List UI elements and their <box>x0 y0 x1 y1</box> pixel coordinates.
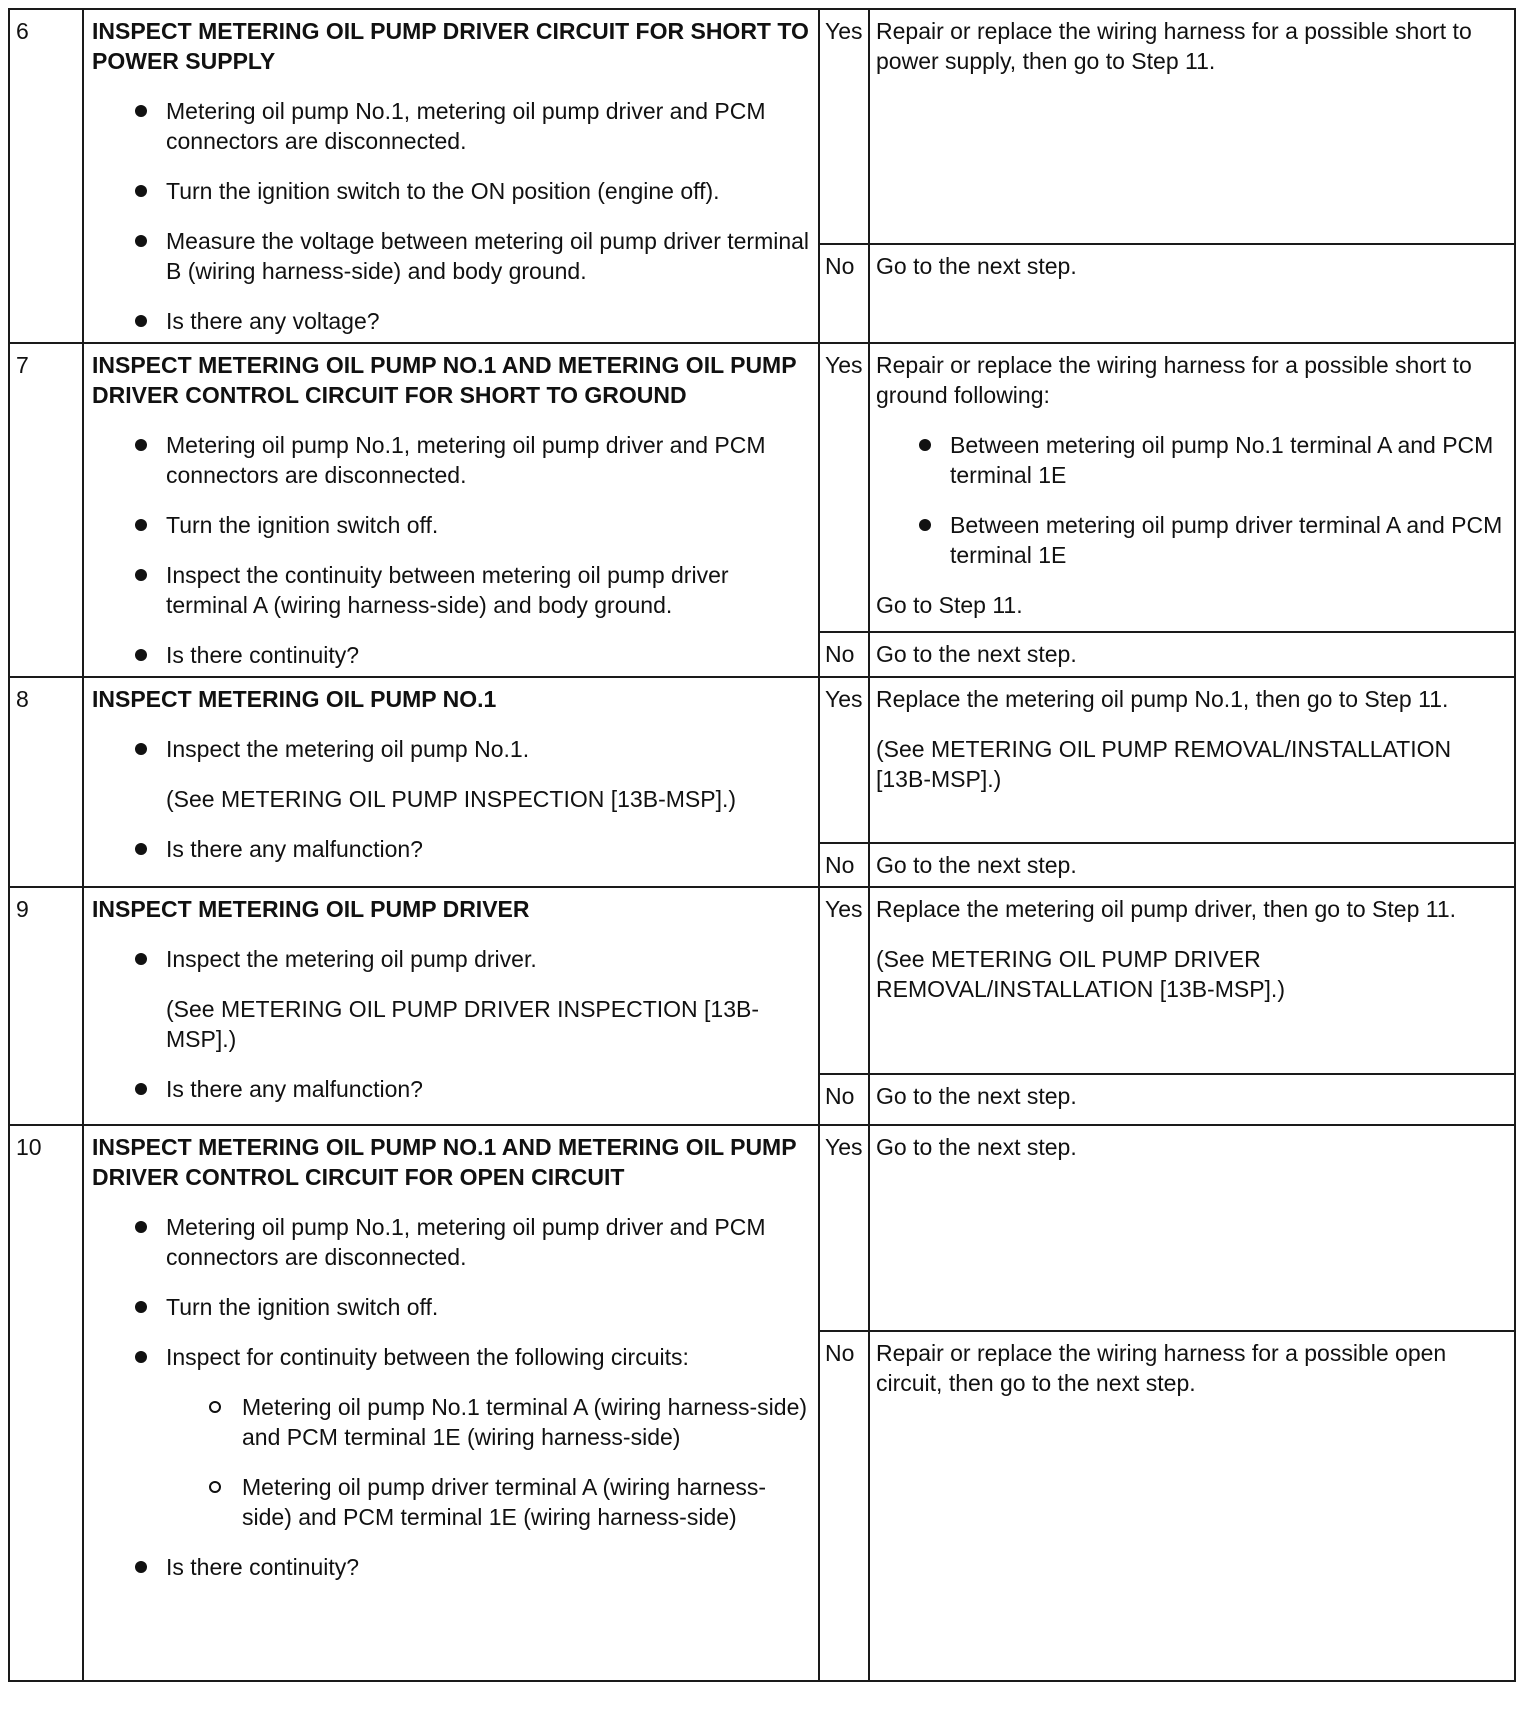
step-item: Is there any malfunction? <box>92 1074 810 1104</box>
yes-action-after: (See METERING OIL PUMP REMOVAL/INSTALLATION [13B-MSP].) <box>876 736 1452 792</box>
step-item: Is there continuity? <box>92 640 810 670</box>
step-item: Is there continuity? <box>92 1552 810 1582</box>
no-action: Go to the next step. <box>869 244 1515 343</box>
step-items <box>92 430 810 670</box>
no-label: No <box>819 244 869 343</box>
step-body <box>83 677 819 887</box>
step-item: Turn the ignition switch off. <box>92 1292 810 1322</box>
step-row-8 <box>9 677 1515 843</box>
yes-action-text: Repair or replace the wiring harness for a possible short to power supply, then go to Step 11. <box>876 18 1472 74</box>
yes-label: Yes <box>819 887 869 1074</box>
step-items <box>92 944 810 1104</box>
step-title: INSPECT METERING OIL PUMP DRIVER <box>92 896 530 922</box>
step-sub-item: Metering oil pump driver terminal A (wiring harness-side) and PCM terminal 1E (wiring harness-side) <box>166 1472 810 1532</box>
yes-label: Yes <box>819 343 869 632</box>
step-title: INSPECT METERING OIL PUMP DRIVER CIRCUIT FOR SHORT TO POWER SUPPLY <box>92 18 809 74</box>
troubleshooting-table <box>8 8 1516 1682</box>
yes-action-bullet: Between metering oil pump driver terminal A and PCM terminal 1E <box>876 510 1504 570</box>
yes-action-text: Replace the metering oil pump No.1, then go to Step 11. <box>876 686 1449 712</box>
step-title: INSPECT METERING OIL PUMP NO.1 AND METERING OIL PUMP DRIVER CONTROL CIRCUIT FOR SHORT TO GROUND <box>92 352 797 408</box>
step-row-6 <box>9 9 1515 244</box>
yes-action-text: Repair or replace the wiring harness for a possible short to ground following: <box>876 352 1472 408</box>
step-sub-item: Metering oil pump No.1 terminal A (wiring harness-side) and PCM terminal 1E (wiring harness-side) <box>166 1392 810 1452</box>
step-row-10 <box>9 1125 1515 1331</box>
step-item-note: (See METERING OIL PUMP DRIVER INSPECTION [13B-MSP].) <box>166 996 760 1052</box>
step-number: 9 <box>9 887 83 1125</box>
yes-action-text: Replace the metering oil pump driver, then go to Step 11. <box>876 896 1457 922</box>
step-item: Is there any voltage? <box>92 306 810 336</box>
step-body <box>83 1125 819 1681</box>
yes-action <box>869 677 1515 843</box>
step-row-7 <box>9 343 1515 632</box>
no-label: No <box>819 632 869 677</box>
step-item: Turn the ignition switch to the ON position (engine off). <box>92 176 810 206</box>
step-title: INSPECT METERING OIL PUMP NO.1 AND METERING OIL PUMP DRIVER CONTROL CIRCUIT FOR OPEN CIRCUIT <box>92 1134 797 1190</box>
step-body <box>83 887 819 1125</box>
yes-label: Yes <box>819 1125 869 1331</box>
step-item: Inspect the continuity between metering oil pump driver terminal A (wiring harness-side) and body ground. <box>92 560 810 620</box>
no-label: No <box>819 1074 869 1125</box>
yes-action-after: (See METERING OIL PUMP DRIVER REMOVAL/INSTALLATION [13B-MSP].) <box>876 946 1285 1002</box>
step-item-note: (See METERING OIL PUMP INSPECTION [13B-MSP].) <box>166 786 737 812</box>
step-sub-items <box>166 1392 810 1532</box>
no-label: No <box>819 1331 869 1681</box>
step-number: 6 <box>9 9 83 343</box>
step-body <box>83 9 819 343</box>
yes-action-bullets <box>876 430 1504 570</box>
yes-label: Yes <box>819 9 869 244</box>
yes-label: Yes <box>819 677 869 843</box>
no-action: Go to the next step. <box>869 1074 1515 1125</box>
step-items <box>92 734 810 864</box>
step-item-text: Inspect for continuity between the following circuits: <box>166 1344 689 1370</box>
step-items <box>92 1212 810 1582</box>
yes-action <box>869 343 1515 632</box>
step-item: Is there any malfunction? <box>92 834 810 864</box>
step-item <box>92 944 810 1054</box>
step-item <box>92 1342 810 1532</box>
yes-action <box>869 9 1515 244</box>
step-item-text: Inspect the metering oil pump No.1. <box>166 736 530 762</box>
no-action: Repair or replace the wiring harness for a possible open circuit, then go to the next step. <box>869 1331 1515 1681</box>
step-item: Metering oil pump No.1, metering oil pump driver and PCM connectors are disconnected. <box>92 1212 810 1272</box>
step-number: 7 <box>9 343 83 677</box>
step-title: INSPECT METERING OIL PUMP NO.1 <box>92 686 497 712</box>
step-items <box>92 96 810 336</box>
step-item: Metering oil pump No.1, metering oil pump driver and PCM connectors are disconnected. <box>92 430 810 490</box>
yes-action-after: Go to Step 11. <box>876 592 1023 618</box>
step-row-9 <box>9 887 1515 1074</box>
no-action: Go to the next step. <box>869 632 1515 677</box>
step-item: Turn the ignition switch off. <box>92 510 810 540</box>
step-item: Measure the voltage between metering oil pump driver terminal B (wiring harness-side) and body ground. <box>92 226 810 286</box>
step-number: 10 <box>9 1125 83 1681</box>
no-label: No <box>819 843 869 887</box>
no-action: Go to the next step. <box>869 843 1515 887</box>
yes-action-bullet: Between metering oil pump No.1 terminal A and PCM terminal 1E <box>876 430 1504 490</box>
yes-action: Go to the next step. <box>869 1125 1515 1331</box>
yes-action <box>869 887 1515 1074</box>
step-number: 8 <box>9 677 83 887</box>
step-item: Metering oil pump No.1, metering oil pump driver and PCM connectors are disconnected. <box>92 96 810 156</box>
step-item <box>92 734 810 814</box>
step-item-text: Inspect the metering oil pump driver. <box>166 946 537 972</box>
step-body <box>83 343 819 677</box>
